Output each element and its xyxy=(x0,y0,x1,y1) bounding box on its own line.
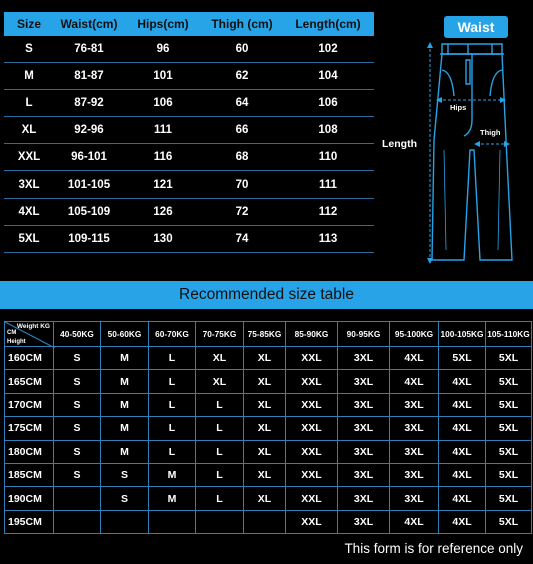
size-cell: S xyxy=(101,464,149,487)
grid-row xyxy=(4,464,532,487)
weight-header-cell: 70-75KG xyxy=(196,321,244,347)
size-cell: 4XL xyxy=(439,370,486,393)
size-table-cell: 102 xyxy=(318,43,338,56)
grid-row xyxy=(4,511,532,534)
header-thigh: Thigh (cm) xyxy=(211,17,273,31)
size-cell: L xyxy=(149,347,196,370)
pants-diagram xyxy=(380,40,530,275)
size-cell: M xyxy=(101,394,149,417)
size-table-row xyxy=(4,90,374,117)
size-cell: L xyxy=(196,464,244,487)
height-cell: 175CM xyxy=(4,417,54,440)
grid-body xyxy=(4,347,532,534)
size-cell: XXL xyxy=(286,347,338,370)
size-cell: XL xyxy=(244,487,286,510)
size-cell: XL xyxy=(244,347,286,370)
size-table-body xyxy=(4,36,374,253)
size-cell: 3XL xyxy=(338,511,390,534)
size-table-cell: 62 xyxy=(235,70,249,83)
height-cell: 165CM xyxy=(4,370,54,393)
weight-header-cell: 40-50KG xyxy=(54,321,101,347)
size-cell xyxy=(101,511,149,534)
size-table xyxy=(4,12,374,253)
height-cell: 170CM xyxy=(4,394,54,417)
size-cell: M xyxy=(149,464,196,487)
grid-header-row xyxy=(4,321,532,347)
size-cell: XL xyxy=(244,417,286,440)
size-cell: S xyxy=(54,347,101,370)
size-table-cell: 111 xyxy=(154,124,172,137)
size-cell: 5XL xyxy=(439,347,486,370)
header-length: Length(cm) xyxy=(295,17,361,31)
size-cell: L xyxy=(196,441,244,464)
size-cell: S xyxy=(54,370,101,393)
size-table-cell: 111 xyxy=(319,178,337,191)
size-table-row xyxy=(4,171,374,198)
size-cell: S xyxy=(54,417,101,440)
length-label: Length xyxy=(382,138,417,150)
size-cell: 5XL xyxy=(486,464,532,487)
size-cell: 5XL xyxy=(486,394,532,417)
size-cell: L xyxy=(149,370,196,393)
weight-header-cell: 50-60KG xyxy=(101,321,149,347)
size-cell xyxy=(54,487,101,510)
size-table-row xyxy=(4,117,374,144)
size-table-cell: 5XL xyxy=(18,232,40,245)
size-cell: 3XL xyxy=(338,347,390,370)
size-table-cell: 87-92 xyxy=(74,97,104,110)
thigh-label: Thigh xyxy=(480,128,501,137)
size-cell: M xyxy=(101,347,149,370)
size-table-cell: 68 xyxy=(235,151,249,164)
size-cell: 3XL xyxy=(338,417,390,440)
size-cell: 3XL xyxy=(338,487,390,510)
size-table-row xyxy=(4,226,374,253)
height-cell: 190CM xyxy=(4,487,54,510)
size-cell xyxy=(244,511,286,534)
size-cell: L xyxy=(196,394,244,417)
corner-cell xyxy=(4,321,54,347)
hips-label: Hips xyxy=(450,103,467,112)
size-cell: 5XL xyxy=(486,347,532,370)
weight-header-cell: 100-105KG xyxy=(439,321,486,347)
size-cell: XL xyxy=(196,347,244,370)
size-cell: S xyxy=(101,487,149,510)
size-cell: S xyxy=(54,394,101,417)
recommended-title: Recommended size table xyxy=(179,286,354,303)
size-cell: 5XL xyxy=(486,370,532,393)
grid-row xyxy=(4,417,532,440)
corner-weight-label: Weight KG xyxy=(16,323,50,330)
size-table-cell: 105-109 xyxy=(67,205,111,218)
size-table-row xyxy=(4,199,374,226)
size-table-cell: M xyxy=(24,70,34,83)
header-hips: Hips(cm) xyxy=(137,17,189,31)
size-cell xyxy=(54,511,101,534)
size-table-cell: 60 xyxy=(235,43,249,56)
size-table-cell: 96 xyxy=(156,43,170,56)
size-table-cell: 66 xyxy=(235,124,249,137)
size-table-cell: 130 xyxy=(153,232,173,245)
recommended-size-banner xyxy=(0,281,533,309)
size-cell: XL xyxy=(196,370,244,393)
size-table-cell: 106 xyxy=(153,97,173,110)
size-cell: 3XL xyxy=(338,394,390,417)
size-cell: M xyxy=(101,370,149,393)
size-cell: L xyxy=(149,417,196,440)
size-cell: 5XL xyxy=(486,487,532,510)
size-cell: 4XL xyxy=(390,511,439,534)
size-cell: 3XL xyxy=(390,487,439,510)
size-cell: XXL xyxy=(286,441,338,464)
size-cell: L xyxy=(196,487,244,510)
size-cell: 4XL xyxy=(439,417,486,440)
size-cell: 4XL xyxy=(439,511,486,534)
size-table-cell: 108 xyxy=(318,124,338,137)
height-cell: 160CM xyxy=(4,347,54,370)
size-table-cell: 92-96 xyxy=(74,124,104,137)
size-cell: S xyxy=(54,464,101,487)
size-table-cell: XXL xyxy=(17,151,41,164)
weight-header-cell: 75-85KG xyxy=(244,321,286,347)
size-table-cell: 113 xyxy=(318,232,338,245)
size-table-header xyxy=(4,12,374,36)
size-cell: M xyxy=(149,487,196,510)
size-table-cell: S xyxy=(25,43,33,56)
size-table-cell: 101 xyxy=(153,70,173,83)
size-table-row xyxy=(4,36,374,63)
size-table-cell: 74 xyxy=(235,232,249,245)
size-cell: 4XL xyxy=(439,394,486,417)
size-cell: XL xyxy=(244,394,286,417)
weight-header-cell: 60-70KG xyxy=(149,321,196,347)
size-cell xyxy=(149,511,196,534)
size-table-cell: 104 xyxy=(318,70,338,83)
weight-header-cell: 90-95KG xyxy=(338,321,390,347)
size-cell xyxy=(196,511,244,534)
size-cell: XXL xyxy=(286,487,338,510)
size-cell: 4XL xyxy=(439,464,486,487)
size-cell: 5XL xyxy=(486,441,532,464)
size-cell: 4XL xyxy=(439,441,486,464)
size-cell: XXL xyxy=(286,394,338,417)
size-table-cell: 109-115 xyxy=(68,232,110,245)
size-table-cell: 96-101 xyxy=(71,151,107,164)
size-cell: XXL xyxy=(286,370,338,393)
grid-row xyxy=(4,370,532,393)
weight-header-cell: 85-90KG xyxy=(286,321,338,347)
grid-row xyxy=(4,347,532,370)
size-cell: XL xyxy=(244,441,286,464)
size-table-cell: 101-105 xyxy=(67,178,111,191)
size-cell: 4XL xyxy=(390,370,439,393)
size-cell: 3XL xyxy=(338,441,390,464)
size-table-cell: 112 xyxy=(318,205,338,218)
size-cell: 4XL xyxy=(390,347,439,370)
corner-height-label: Height xyxy=(7,339,26,345)
weight-header-cell: 105-110KG xyxy=(486,321,532,347)
size-table-cell: 3XL xyxy=(18,178,40,191)
size-cell: L xyxy=(149,394,196,417)
size-table-cell: 116 xyxy=(153,151,173,164)
size-cell: M xyxy=(101,441,149,464)
size-table-cell: 110 xyxy=(318,151,338,164)
size-cell: XXL xyxy=(286,417,338,440)
size-cell: L xyxy=(149,441,196,464)
weight-header-cell: 95-100KG xyxy=(390,321,439,347)
size-cell: 5XL xyxy=(486,511,532,534)
size-cell: 4XL xyxy=(439,487,486,510)
pants-outline-icon xyxy=(380,40,530,275)
corner-cm-label: CM xyxy=(7,330,17,336)
size-cell: XXL xyxy=(286,464,338,487)
size-cell: 3XL xyxy=(338,464,390,487)
size-table-cell: L xyxy=(25,97,33,110)
grid-row xyxy=(4,441,532,464)
size-table-cell: 72 xyxy=(235,205,249,218)
size-cell: 3XL xyxy=(390,394,439,417)
size-cell: 3XL xyxy=(390,417,439,440)
size-cell: 5XL xyxy=(486,417,532,440)
size-table-cell: 121 xyxy=(153,178,173,191)
reference-footnote: This form is for reference only xyxy=(344,541,523,556)
height-cell: 185CM xyxy=(4,464,54,487)
size-table-cell: 126 xyxy=(153,205,173,218)
height-cell: 195CM xyxy=(4,511,54,534)
waist-banner: Waist xyxy=(444,16,508,38)
size-table-row xyxy=(4,144,374,171)
size-cell: S xyxy=(54,441,101,464)
size-table-cell: 70 xyxy=(235,178,249,191)
size-cell: 3XL xyxy=(390,441,439,464)
size-cell: XL xyxy=(244,370,286,393)
recommended-size-grid xyxy=(4,321,532,534)
size-cell: XL xyxy=(244,464,286,487)
size-table-row xyxy=(4,63,374,90)
size-cell: 3XL xyxy=(338,370,390,393)
size-cell: XXL xyxy=(286,511,338,534)
size-table-cell: 76-81 xyxy=(74,43,104,56)
header-size: Size xyxy=(16,17,41,31)
height-cell: 180CM xyxy=(4,441,54,464)
size-cell: 3XL xyxy=(390,464,439,487)
size-table-cell: 4XL xyxy=(18,205,40,218)
size-cell: L xyxy=(196,417,244,440)
size-table-cell: 64 xyxy=(235,97,249,110)
grid-row xyxy=(4,487,532,510)
header-waist: Waist(cm) xyxy=(60,17,118,31)
size-cell: M xyxy=(101,417,149,440)
size-table-cell: XL xyxy=(21,124,37,137)
grid-row xyxy=(4,394,532,417)
size-table-cell: 106 xyxy=(318,97,338,110)
size-table-cell: 81-87 xyxy=(74,70,104,83)
